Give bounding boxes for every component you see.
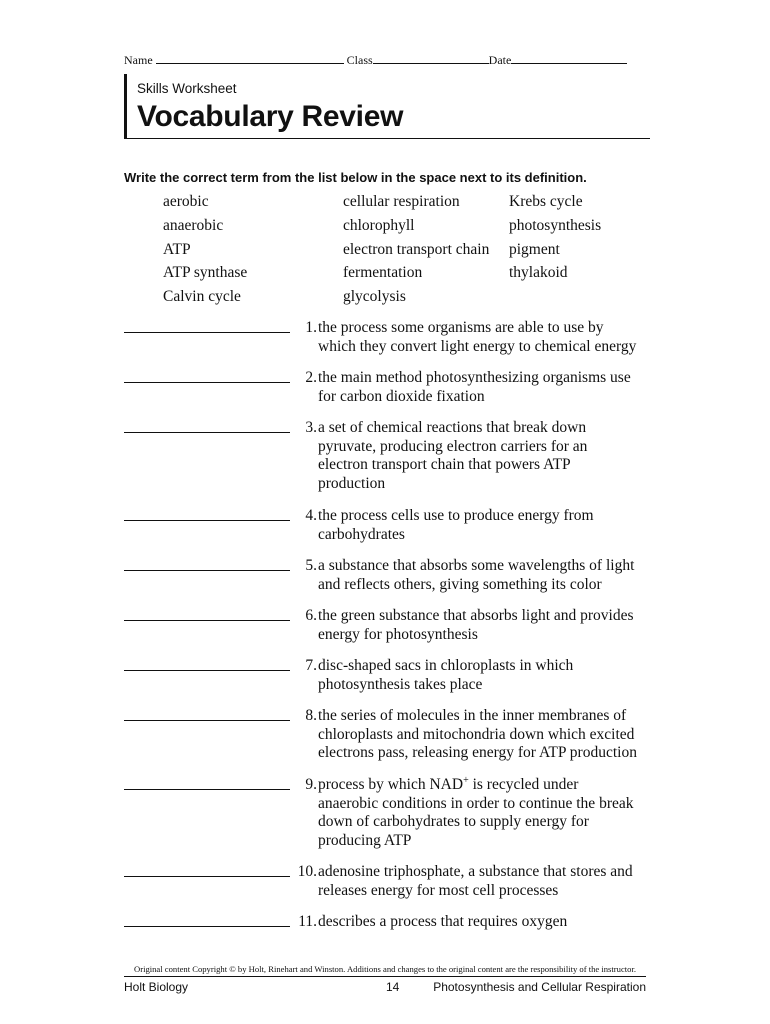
definition-line: the process cells use to produce energy from [318, 507, 594, 524]
question-number: 5. [305, 557, 317, 574]
definition-line: energy for photosynthesis [318, 625, 478, 643]
book-title: Holt Biology [124, 980, 189, 994]
question-number: 10. [297, 863, 317, 880]
answer-blank[interactable] [124, 419, 290, 433]
worksheet-kicker: Skills Worksheet [137, 81, 237, 96]
class-label: Class [346, 53, 373, 67]
worksheet-header [124, 74, 650, 139]
date-field[interactable] [511, 52, 627, 64]
name-class-date-line [124, 52, 644, 68]
answer-blank[interactable] [124, 913, 290, 927]
chapter-title: Photosynthesis and Cellular Respiration [433, 980, 646, 994]
definition-line [318, 776, 658, 795]
word-bank-term: ATP [163, 240, 191, 258]
answer-blank[interactable] [124, 607, 290, 621]
question-definition [318, 776, 658, 850]
question-number: 8. [305, 707, 317, 724]
definition-line: the main method photosynthesizing organisms use [318, 369, 631, 386]
definition-line: the series of molecules in the inner membranes of [318, 707, 627, 724]
word-bank-term: glycolysis [343, 288, 406, 306]
definition-line: and reflects others, giving something its color [318, 575, 602, 593]
word-bank-column-1 [163, 190, 247, 309]
answer-blank[interactable] [124, 369, 290, 383]
definition-line: disc-shaped sacs in chloroplasts in which [318, 657, 574, 674]
word-bank-term: cellular respiration [343, 193, 460, 210]
word-bank-term: aerobic [163, 193, 209, 210]
definition-line: electrons pass, releasing energy for ATP production [318, 744, 637, 761]
word-bank-term: Calvin cycle [163, 288, 241, 306]
definition-line: chloroplasts and mitochondria down which excited [318, 725, 635, 743]
word-bank-term: thylakoid [509, 264, 568, 282]
question-definition [318, 913, 658, 932]
definition-line: which they convert light energy to chemical energy [318, 337, 637, 355]
definition-line: a substance that absorbs some wavelengths of light [318, 557, 635, 574]
question-number: 6. [305, 607, 317, 624]
word-bank-term: ATP synthase [163, 264, 248, 282]
question-definition [318, 863, 658, 900]
date-label: Date [488, 53, 512, 67]
answer-blank[interactable] [124, 776, 290, 790]
question-definition [318, 557, 658, 594]
word-bank-column-3 [509, 190, 601, 285]
word-bank-column-2 [343, 190, 489, 309]
question-number: 9. [305, 776, 317, 793]
question-definition [318, 319, 658, 356]
word-bank-term: electron transport chain [343, 240, 490, 258]
definition-line: releases energy for most cell processes [318, 881, 559, 899]
definition-line: for carbon dioxide fixation [318, 387, 485, 405]
definition-line: the green substance that absorbs light and provides [318, 607, 634, 624]
question-definition [318, 369, 658, 406]
question-number: 3. [305, 419, 317, 436]
word-bank-term: anaerobic [163, 216, 224, 234]
word-bank-term: Krebs cycle [509, 193, 583, 210]
answer-blank[interactable] [124, 657, 290, 671]
definition-line: pyruvate, producing electron carriers for an [318, 437, 588, 455]
definition-line: describes a process that requires oxygen [318, 913, 568, 930]
page-number: 14 [386, 980, 400, 994]
page-title: Vocabulary Review [137, 100, 404, 133]
word-bank-term: fermentation [343, 264, 423, 282]
definition-line: production [318, 474, 386, 492]
question-definition [318, 419, 658, 493]
question-number: 2. [305, 369, 317, 386]
question-number: 7. [305, 657, 317, 674]
name-field[interactable] [156, 52, 344, 64]
word-bank-term: pigment [509, 240, 560, 258]
definition-fragment: process by which NAD [318, 776, 464, 793]
definition-line: a set of chemical reactions that break down [318, 419, 587, 436]
answer-blank[interactable] [124, 319, 290, 333]
definition-line: down of carbohydrates to supply energy for [318, 813, 589, 830]
definition-line: anaerobic conditions in order to continue the break [318, 794, 634, 812]
definition-line: electron transport chain that powers ATP [318, 456, 571, 473]
question-definition [318, 657, 658, 694]
definition-line: adenosine triphosphate, a substance that stores and [318, 863, 633, 880]
definition-line: photosynthesis takes place [318, 675, 483, 693]
superscript-plus: + [463, 774, 469, 786]
question-definition [318, 607, 658, 644]
word-bank-term: photosynthesis [509, 216, 602, 234]
copyright-notice: Original content Copyright © by Holt, Rinehart and Winston. Additions and changes to the original content are the responsibility of the instructor. [134, 964, 636, 974]
question-number: 4. [305, 507, 317, 524]
definition-line: carbohydrates [318, 525, 405, 543]
question-definition [318, 707, 658, 763]
answer-blank[interactable] [124, 863, 290, 877]
answer-blank[interactable] [124, 707, 290, 721]
definition-line: producing ATP [318, 831, 412, 849]
answer-blank[interactable] [124, 557, 290, 571]
question-definition [318, 507, 658, 544]
footer-divider [124, 976, 646, 977]
question-number: 11. [298, 913, 317, 930]
word-bank-term: chlorophyll [343, 216, 415, 234]
definition-line: the process some organisms are able to use by [318, 319, 604, 336]
instructions: Write the correct term from the list below in the space next to its definition. [124, 170, 587, 185]
class-field[interactable] [373, 52, 489, 64]
definition-fragment: is recycled under [468, 776, 579, 793]
answer-blank[interactable] [124, 507, 290, 521]
name-label: Name [124, 53, 153, 67]
question-number: 1. [305, 319, 317, 336]
